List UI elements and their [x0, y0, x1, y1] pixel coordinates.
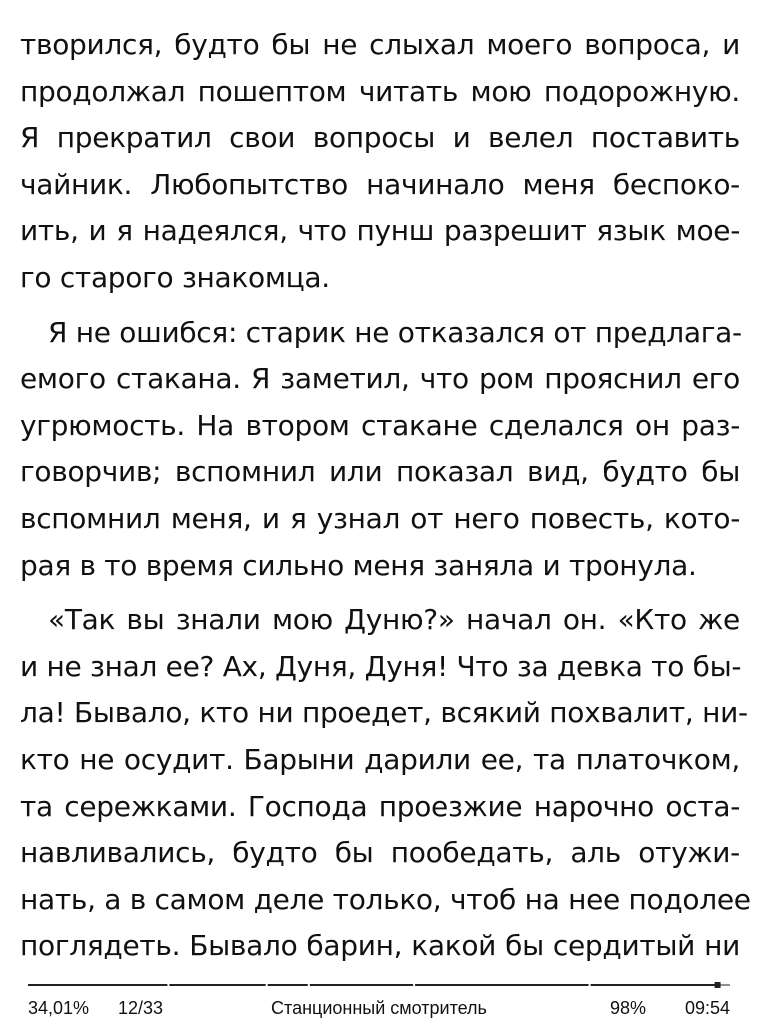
- text-line: поглядеть. Бывало барин, какой бы сердитый ни: [20, 929, 740, 963]
- battery-level: 98%: [609, 998, 646, 1018]
- text-line: Я не ошибся: старик не отказался от предлага-: [48, 315, 742, 349]
- text-line: ить, и я надеялся, что пунш разрешит язык мое-: [20, 214, 740, 248]
- text-line: продолжал пошептом читать мою подорожную.: [20, 74, 740, 108]
- progress-track[interactable]: [28, 981, 730, 989]
- text-line: творился, будто бы не слыхал моего вопроса, и: [20, 28, 740, 61]
- text-line: навливались, будто бы пообедать, аль отужи-: [20, 836, 740, 870]
- chapter-mark: [413, 983, 415, 987]
- paragraph-1: [20, 22, 740, 302]
- text-line: нать, а в самом деле только, чтоб на нее подолее: [20, 882, 751, 916]
- text-line: вспомнил меня, и я узнал от него повесть, кото-: [20, 501, 740, 535]
- text-line: кто не осудит. Барыни дарили ее, та платочком,: [20, 742, 740, 776]
- progress-position-marker[interactable]: [715, 982, 721, 988]
- paragraph-3: [20, 597, 751, 970]
- reading-progress-bar[interactable]: [28, 981, 730, 989]
- text-line: «Так вы знали мою Дуню?» начал он. «Кто же: [48, 603, 740, 637]
- clock: 09:54: [684, 998, 730, 1018]
- text-line: чайник. Любопытство начинало меня беспоко-: [20, 167, 740, 201]
- text-line: и не знал ее? Ах, Дуня, Дуня! Что за девка то бы-: [20, 649, 742, 683]
- text-line: угрюмость. На втором стакане сделался он раз-: [20, 408, 740, 442]
- text-line: та сережками. Господа проезжие нарочно оста-: [20, 789, 740, 823]
- page-counter[interactable]: 12/33: [118, 998, 164, 1018]
- book-page[interactable]: [20, 22, 751, 970]
- status-footer: [28, 996, 730, 1020]
- text-line: ла! Бывало, кто ни проедет, всякий похвалит, ни-: [20, 696, 748, 730]
- chapter-mark: [308, 983, 310, 987]
- text-line: Я прекратил свои вопросы и велел поставить: [20, 121, 740, 155]
- text-line: го старого знакомца.: [20, 260, 330, 294]
- text-line: говорчив; вспомнил или показал вид, будто бы: [20, 455, 740, 489]
- chapter-mark: [589, 983, 591, 987]
- paragraph-2: [20, 310, 740, 590]
- book-title[interactable]: Станционный смотритель: [271, 998, 487, 1018]
- text-line: рая в то время сильно меня заняла и тронула.: [20, 548, 697, 582]
- text-line: емого стакана. Я заметил, что ром прояснил его: [20, 362, 740, 396]
- chapter-mark: [167, 983, 169, 987]
- chapter-mark: [266, 983, 268, 987]
- progress-percent: 34,01%: [28, 998, 90, 1018]
